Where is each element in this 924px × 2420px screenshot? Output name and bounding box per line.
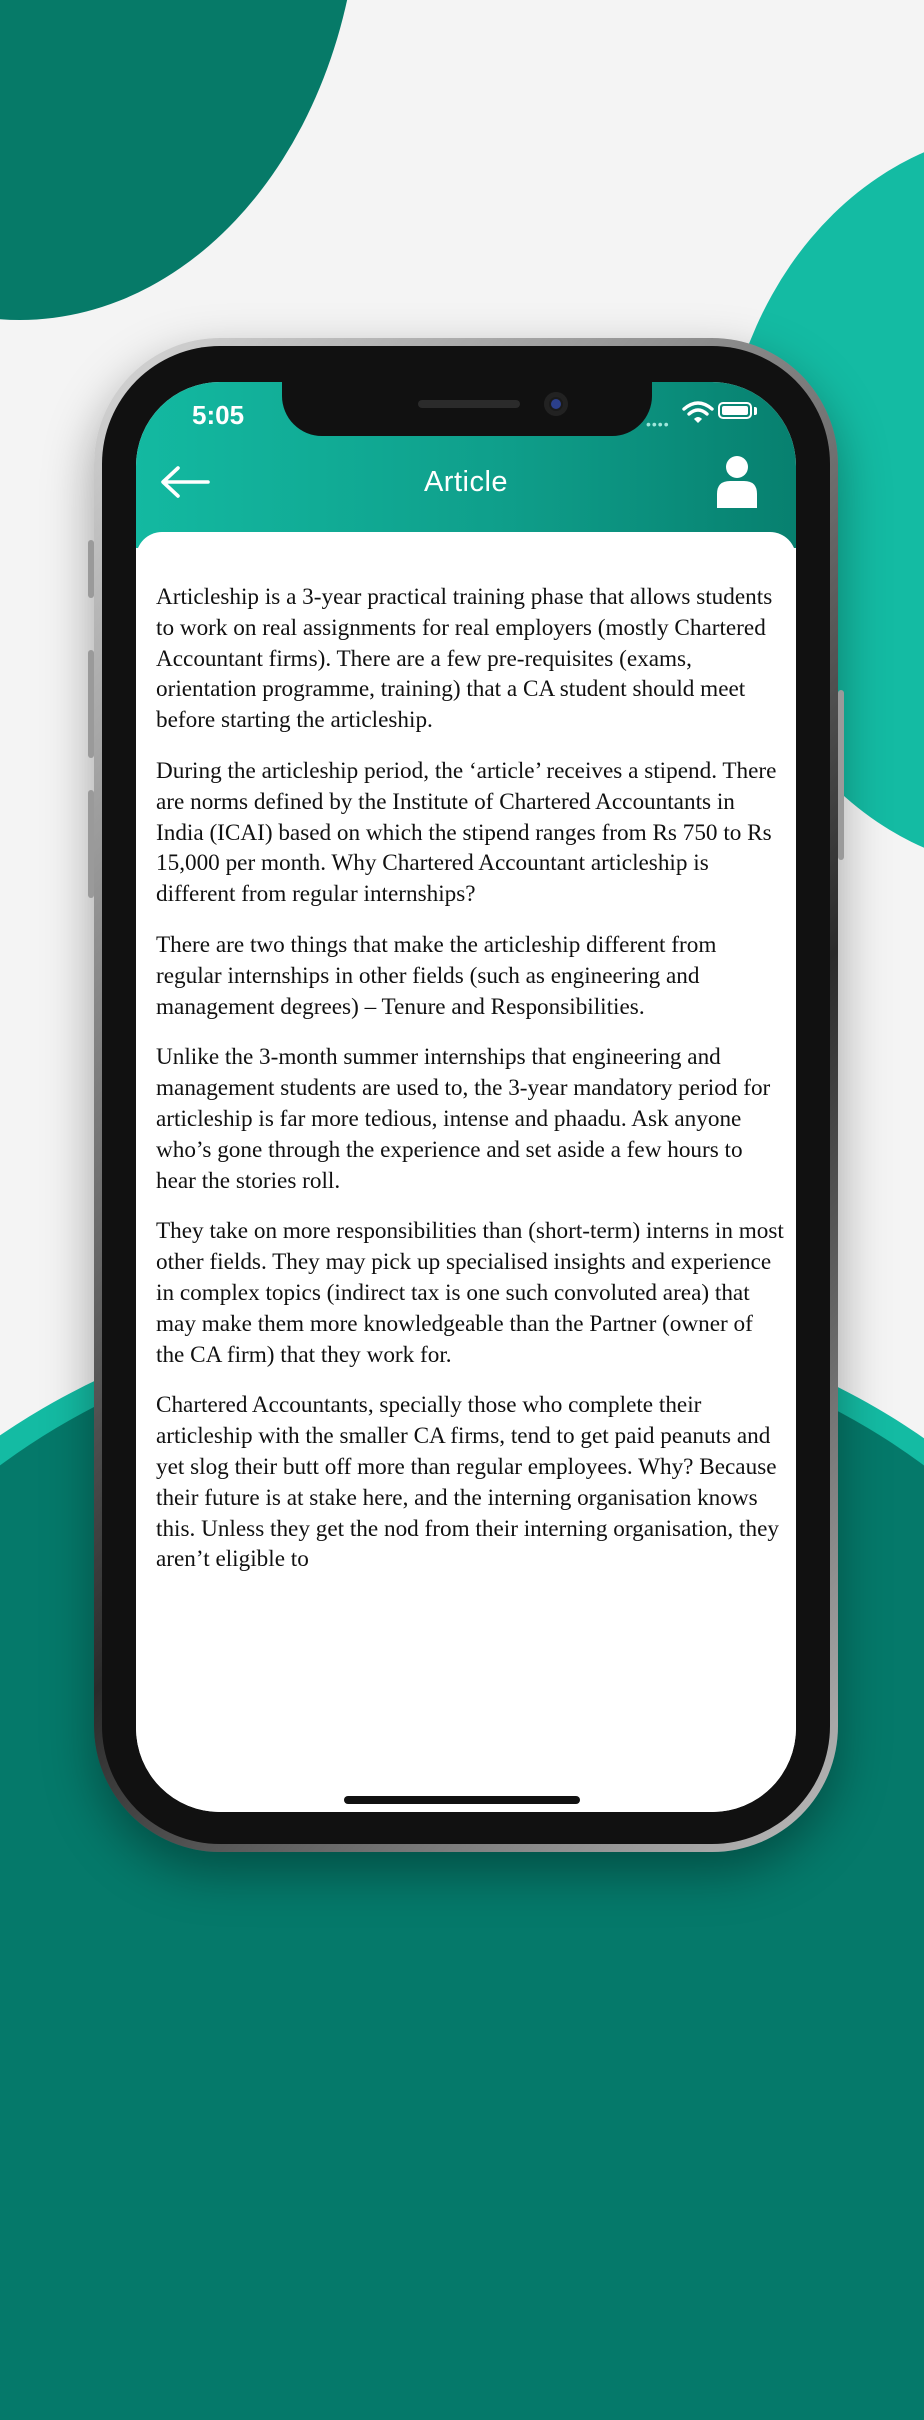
phone-notch xyxy=(282,382,652,436)
user-icon[interactable] xyxy=(714,454,760,508)
article-paragraph: There are two things that make the articleship different from regular internships in other fields (such as engineering and management degrees) – Tenure and Responsibilities. xyxy=(156,931,717,1020)
article-paragraph: They take on more responsibilities than (short-term) interns in most other fields. They may pick up specialised insights and experience in complex topics (indirect tax is one such convoluted area) that may make them more knowledgeable than the Partner (owner of the CA firm) that they work for. xyxy=(156,1218,784,1368)
article-paragraph: Articleship is a 3-year practical training phase that allows students to work on real assignments for real employers (mostly Chartered Accountant firms). There are a few pre-requisites (exams, orientation programme, training) that a CA student should meet before starting the articleship. xyxy=(156,584,773,734)
phone-volume-up xyxy=(88,650,94,758)
phone-volume-down xyxy=(88,790,94,898)
phone-silent-switch xyxy=(88,540,94,598)
battery-tip xyxy=(754,407,757,415)
wifi-icon xyxy=(682,400,714,424)
article-paragraph: During the articleship period, the ‘article’ receives a stipend. There are norms defined by the Institute of Chartered Accountants in India (ICAI) based on which the stipend ranges from Rs 750 to Rs 15,000 per month. Why Chartered Accountant articleship is different from regular internships? xyxy=(156,757,777,908)
front-camera xyxy=(544,392,568,416)
phone-screen xyxy=(136,382,796,1812)
status-time: 5:05 xyxy=(192,400,245,430)
article-paragraph: Unlike the 3-month summer internships that engineering and management students are used to, the 3-year mandatory period for articleship is far more tedious, intense and phaadu. Ask anyone who’s gone through the experience and set aside a few hours to hear the stories roll. xyxy=(156,1044,771,1194)
article-body xyxy=(156,582,784,1595)
home-indicator[interactable] xyxy=(344,1796,580,1804)
battery-icon xyxy=(718,402,752,419)
battery-level xyxy=(722,406,748,415)
phone-power-button xyxy=(838,690,844,860)
cellular-signal-icon: •••• xyxy=(646,416,670,432)
background-shape-top-left xyxy=(0,0,360,320)
earpiece-speaker xyxy=(418,400,520,408)
page-title: Article xyxy=(423,466,509,498)
article-paragraph: Chartered Accountants, specially those who complete their articleship with the smaller CA firms, tend to get paid peanuts and yet slog their butt off more than regular employees. Why? Because their future is at stake here, and the interning organisation knows this. Unless they get the nod from their interning organisation, they aren’t eligible to xyxy=(156,1392,779,1573)
